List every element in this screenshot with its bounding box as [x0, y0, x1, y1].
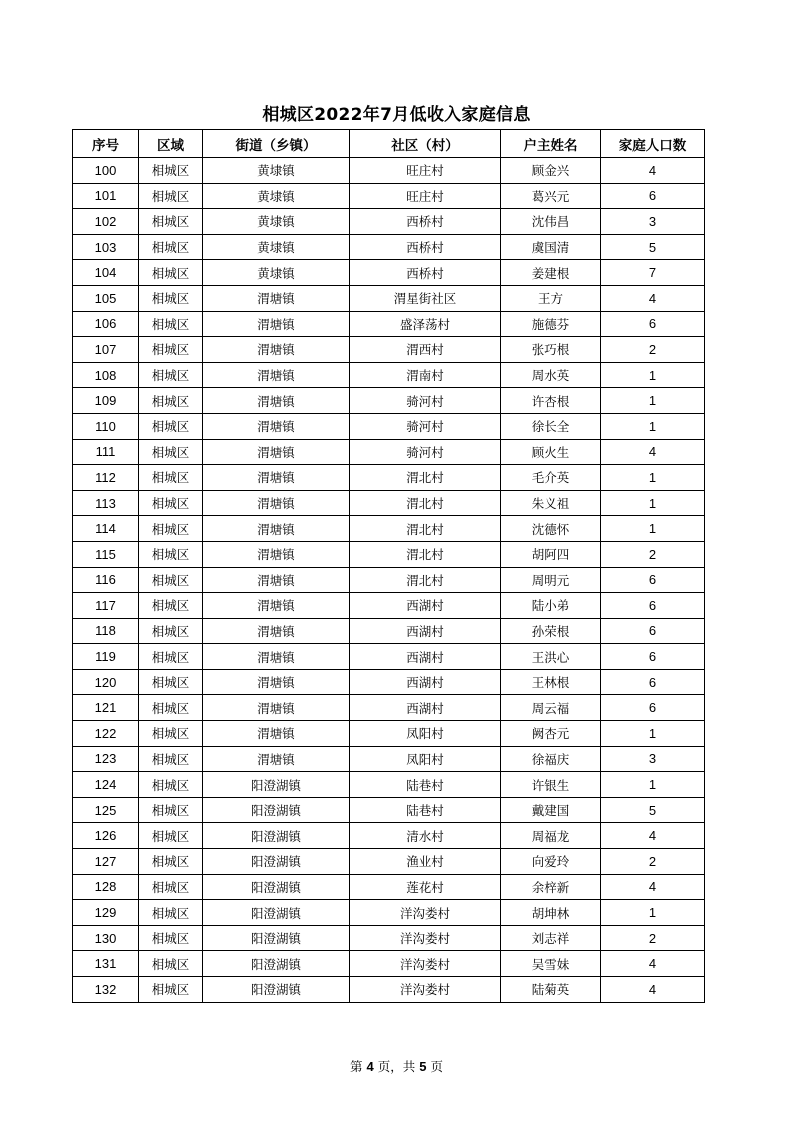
cell-serial: 106 — [73, 311, 139, 337]
cell-community: 西湖村 — [350, 618, 501, 644]
cell-street: 渭塘镇 — [203, 413, 350, 439]
cell-district: 相城区 — [139, 388, 203, 414]
cell-householder: 孙荣根 — [501, 618, 601, 644]
cell-district: 相城区 — [139, 593, 203, 619]
cell-street: 黄埭镇 — [203, 234, 350, 260]
cell-serial: 101 — [73, 183, 139, 209]
page-footer — [0, 1057, 793, 1075]
cell-street: 渭塘镇 — [203, 618, 350, 644]
cell-district: 相城区 — [139, 285, 203, 311]
cell-street: 渭塘镇 — [203, 388, 350, 414]
cell-street: 渭塘镇 — [203, 644, 350, 670]
cell-family-size: 1 — [601, 362, 705, 388]
cell-street: 渭塘镇 — [203, 721, 350, 747]
cell-serial: 114 — [73, 516, 139, 542]
cell-community: 旺庄村 — [350, 158, 501, 184]
cell-district: 相城区 — [139, 797, 203, 823]
cell-serial: 131 — [73, 951, 139, 977]
cell-serial: 110 — [73, 413, 139, 439]
cell-serial: 108 — [73, 362, 139, 388]
cell-community: 渭北村 — [350, 541, 501, 567]
cell-community: 渭北村 — [350, 490, 501, 516]
header-serial: 序号 — [73, 130, 139, 158]
table-row — [73, 925, 705, 951]
cell-district: 相城区 — [139, 465, 203, 491]
cell-street: 黄埭镇 — [203, 209, 350, 235]
cell-family-size: 2 — [601, 337, 705, 363]
cell-community: 渭西村 — [350, 337, 501, 363]
cell-district: 相城区 — [139, 618, 203, 644]
cell-serial: 112 — [73, 465, 139, 491]
cell-family-size: 1 — [601, 772, 705, 798]
cell-family-size: 6 — [601, 567, 705, 593]
table-row — [73, 516, 705, 542]
table-row — [73, 337, 705, 363]
cell-serial: 118 — [73, 618, 139, 644]
table-row — [73, 721, 705, 747]
cell-street: 阳澄湖镇 — [203, 772, 350, 798]
cell-community: 洋沟娄村 — [350, 925, 501, 951]
header-family-size: 家庭人口数 — [601, 130, 705, 158]
cell-family-size: 1 — [601, 413, 705, 439]
cell-street: 阳澄湖镇 — [203, 977, 350, 1003]
footer-prefix: 第 — [350, 1059, 363, 1074]
cell-district: 相城区 — [139, 183, 203, 209]
table-row — [73, 183, 705, 209]
cell-community: 凤阳村 — [350, 721, 501, 747]
cell-community: 西湖村 — [350, 644, 501, 670]
table-body — [73, 158, 705, 1003]
table-row — [73, 388, 705, 414]
cell-street: 渭塘镇 — [203, 669, 350, 695]
cell-family-size: 4 — [601, 823, 705, 849]
cell-family-size: 1 — [601, 465, 705, 491]
cell-serial: 100 — [73, 158, 139, 184]
cell-family-size: 5 — [601, 797, 705, 823]
cell-district: 相城区 — [139, 209, 203, 235]
table-row — [73, 746, 705, 772]
table-row — [73, 260, 705, 286]
cell-householder: 虞国清 — [501, 234, 601, 260]
table-header-row — [73, 130, 705, 158]
cell-district: 相城区 — [139, 439, 203, 465]
cell-serial: 121 — [73, 695, 139, 721]
cell-district: 相城区 — [139, 337, 203, 363]
cell-district: 相城区 — [139, 158, 203, 184]
cell-serial: 107 — [73, 337, 139, 363]
cell-family-size: 1 — [601, 516, 705, 542]
table-row — [73, 439, 705, 465]
cell-family-size: 1 — [601, 388, 705, 414]
header-street: 街道（乡镇） — [203, 130, 350, 158]
cell-district: 相城区 — [139, 669, 203, 695]
cell-community: 渭南村 — [350, 362, 501, 388]
table-row — [73, 772, 705, 798]
cell-street: 渭塘镇 — [203, 516, 350, 542]
cell-community: 渭星街社区 — [350, 285, 501, 311]
cell-family-size: 4 — [601, 951, 705, 977]
cell-district: 相城区 — [139, 516, 203, 542]
header-district: 区域 — [139, 130, 203, 158]
cell-district: 相城区 — [139, 925, 203, 951]
cell-community: 凤阳村 — [350, 746, 501, 772]
cell-serial: 111 — [73, 439, 139, 465]
table-row — [73, 849, 705, 875]
cell-district: 相城区 — [139, 567, 203, 593]
cell-family-size: 1 — [601, 721, 705, 747]
cell-community: 骑河村 — [350, 388, 501, 414]
cell-street: 阳澄湖镇 — [203, 900, 350, 926]
cell-householder: 许银生 — [501, 772, 601, 798]
cell-householder: 陆小弟 — [501, 593, 601, 619]
cell-householder: 胡坤林 — [501, 900, 601, 926]
cell-community: 西湖村 — [350, 593, 501, 619]
cell-householder: 沈德怀 — [501, 516, 601, 542]
cell-street: 渭塘镇 — [203, 285, 350, 311]
cell-district: 相城区 — [139, 234, 203, 260]
cell-street: 黄埭镇 — [203, 158, 350, 184]
cell-householder: 周明元 — [501, 567, 601, 593]
cell-family-size: 4 — [601, 285, 705, 311]
cell-community: 莲花村 — [350, 874, 501, 900]
cell-street: 渭塘镇 — [203, 362, 350, 388]
cell-householder: 顾金兴 — [501, 158, 601, 184]
cell-family-size: 6 — [601, 183, 705, 209]
cell-family-size: 3 — [601, 209, 705, 235]
cell-district: 相城区 — [139, 977, 203, 1003]
cell-community: 渭北村 — [350, 465, 501, 491]
table-row — [73, 285, 705, 311]
cell-district: 相城区 — [139, 772, 203, 798]
cell-family-size: 4 — [601, 874, 705, 900]
cell-serial: 115 — [73, 541, 139, 567]
cell-householder: 阙杏元 — [501, 721, 601, 747]
cell-community: 陆巷村 — [350, 797, 501, 823]
cell-community: 渭北村 — [350, 516, 501, 542]
cell-householder: 周云福 — [501, 695, 601, 721]
cell-district: 相城区 — [139, 695, 203, 721]
table-row — [73, 900, 705, 926]
cell-street: 阳澄湖镇 — [203, 823, 350, 849]
cell-householder: 徐长全 — [501, 413, 601, 439]
table-row — [73, 593, 705, 619]
cell-serial: 120 — [73, 669, 139, 695]
table-row — [73, 311, 705, 337]
footer-page-number: 4 — [366, 1059, 374, 1074]
cell-district: 相城区 — [139, 874, 203, 900]
table-row — [73, 695, 705, 721]
cell-street: 渭塘镇 — [203, 465, 350, 491]
footer-suffix: 页 — [430, 1059, 443, 1074]
cell-street: 阳澄湖镇 — [203, 849, 350, 875]
header-householder: 户主姓名 — [501, 130, 601, 158]
cell-householder: 王洪心 — [501, 644, 601, 670]
cell-family-size: 6 — [601, 618, 705, 644]
cell-family-size: 6 — [601, 669, 705, 695]
cell-householder: 向爱玲 — [501, 849, 601, 875]
cell-serial: 132 — [73, 977, 139, 1003]
cell-street: 渭塘镇 — [203, 695, 350, 721]
cell-street: 渭塘镇 — [203, 337, 350, 363]
cell-householder: 施德芬 — [501, 311, 601, 337]
cell-serial: 105 — [73, 285, 139, 311]
cell-serial: 116 — [73, 567, 139, 593]
cell-district: 相城区 — [139, 644, 203, 670]
cell-serial: 130 — [73, 925, 139, 951]
cell-serial: 113 — [73, 490, 139, 516]
cell-family-size: 2 — [601, 849, 705, 875]
cell-householder: 余梓新 — [501, 874, 601, 900]
cell-community: 盛泽荡村 — [350, 311, 501, 337]
header-community: 社区（村） — [350, 130, 501, 158]
cell-street: 黄埭镇 — [203, 260, 350, 286]
cell-serial: 128 — [73, 874, 139, 900]
table-row — [73, 669, 705, 695]
cell-community: 洋沟娄村 — [350, 977, 501, 1003]
cell-serial: 123 — [73, 746, 139, 772]
cell-householder: 许杏根 — [501, 388, 601, 414]
cell-householder: 姜建根 — [501, 260, 601, 286]
cell-householder: 葛兴元 — [501, 183, 601, 209]
cell-street: 渭塘镇 — [203, 490, 350, 516]
cell-community: 西桥村 — [350, 209, 501, 235]
cell-community: 西桥村 — [350, 234, 501, 260]
table-row — [73, 977, 705, 1003]
cell-district: 相城区 — [139, 311, 203, 337]
table-row — [73, 644, 705, 670]
table-row — [73, 797, 705, 823]
cell-householder: 周福龙 — [501, 823, 601, 849]
cell-district: 相城区 — [139, 541, 203, 567]
cell-serial: 122 — [73, 721, 139, 747]
cell-family-size: 2 — [601, 925, 705, 951]
cell-street: 阳澄湖镇 — [203, 874, 350, 900]
cell-district: 相城区 — [139, 721, 203, 747]
table-row — [73, 234, 705, 260]
cell-householder: 吴雪妹 — [501, 951, 601, 977]
table-row — [73, 158, 705, 184]
cell-serial: 119 — [73, 644, 139, 670]
table-row — [73, 618, 705, 644]
cell-district: 相城区 — [139, 362, 203, 388]
cell-family-size: 5 — [601, 234, 705, 260]
table-row — [73, 567, 705, 593]
cell-family-size: 6 — [601, 695, 705, 721]
low-income-table — [72, 129, 705, 1003]
cell-community: 西湖村 — [350, 695, 501, 721]
cell-street: 渭塘镇 — [203, 439, 350, 465]
cell-district: 相城区 — [139, 413, 203, 439]
cell-community: 西桥村 — [350, 260, 501, 286]
cell-householder: 周水英 — [501, 362, 601, 388]
cell-serial: 126 — [73, 823, 139, 849]
cell-householder: 沈伟昌 — [501, 209, 601, 235]
cell-householder: 刘志祥 — [501, 925, 601, 951]
cell-householder: 徐福庆 — [501, 746, 601, 772]
cell-serial: 129 — [73, 900, 139, 926]
cell-family-size: 2 — [601, 541, 705, 567]
cell-district: 相城区 — [139, 260, 203, 286]
cell-community: 西湖村 — [350, 669, 501, 695]
cell-householder: 张巧根 — [501, 337, 601, 363]
cell-householder: 顾火生 — [501, 439, 601, 465]
cell-community: 清水村 — [350, 823, 501, 849]
cell-district: 相城区 — [139, 849, 203, 875]
cell-serial: 103 — [73, 234, 139, 260]
table-row — [73, 413, 705, 439]
table-row — [73, 541, 705, 567]
table-row — [73, 209, 705, 235]
cell-family-size: 7 — [601, 260, 705, 286]
cell-street: 阳澄湖镇 — [203, 797, 350, 823]
cell-district: 相城区 — [139, 490, 203, 516]
cell-community: 骑河村 — [350, 413, 501, 439]
cell-householder: 朱义祖 — [501, 490, 601, 516]
cell-family-size: 4 — [601, 439, 705, 465]
footer-total-pages: 5 — [419, 1059, 427, 1074]
cell-street: 黄埭镇 — [203, 183, 350, 209]
cell-street: 渭塘镇 — [203, 593, 350, 619]
cell-district: 相城区 — [139, 900, 203, 926]
cell-family-size: 1 — [601, 490, 705, 516]
cell-street: 阳澄湖镇 — [203, 925, 350, 951]
cell-householder: 戴建国 — [501, 797, 601, 823]
cell-family-size: 1 — [601, 900, 705, 926]
cell-family-size: 6 — [601, 593, 705, 619]
cell-householder: 胡阿四 — [501, 541, 601, 567]
cell-family-size: 4 — [601, 158, 705, 184]
cell-serial: 102 — [73, 209, 139, 235]
cell-family-size: 3 — [601, 746, 705, 772]
cell-district: 相城区 — [139, 823, 203, 849]
cell-community: 渭北村 — [350, 567, 501, 593]
cell-serial: 117 — [73, 593, 139, 619]
cell-serial: 127 — [73, 849, 139, 875]
cell-community: 洋沟娄村 — [350, 951, 501, 977]
cell-householder: 王方 — [501, 285, 601, 311]
cell-serial: 125 — [73, 797, 139, 823]
table-row — [73, 465, 705, 491]
footer-middle: 页，共 — [377, 1059, 416, 1074]
table-row — [73, 874, 705, 900]
cell-community: 渔业村 — [350, 849, 501, 875]
cell-serial: 104 — [73, 260, 139, 286]
cell-district: 相城区 — [139, 951, 203, 977]
table-row — [73, 951, 705, 977]
cell-street: 渭塘镇 — [203, 311, 350, 337]
cell-serial: 124 — [73, 772, 139, 798]
cell-householder: 陆菊英 — [501, 977, 601, 1003]
cell-street: 渭塘镇 — [203, 567, 350, 593]
cell-district: 相城区 — [139, 746, 203, 772]
cell-serial: 109 — [73, 388, 139, 414]
cell-street: 渭塘镇 — [203, 541, 350, 567]
cell-street: 阳澄湖镇 — [203, 951, 350, 977]
table-row — [73, 362, 705, 388]
table-row — [73, 490, 705, 516]
table-row — [73, 823, 705, 849]
cell-community: 洋沟娄村 — [350, 900, 501, 926]
cell-street: 渭塘镇 — [203, 746, 350, 772]
cell-householder: 王林根 — [501, 669, 601, 695]
cell-family-size: 6 — [601, 311, 705, 337]
cell-householder: 毛介英 — [501, 465, 601, 491]
cell-community: 骑河村 — [350, 439, 501, 465]
page-title: 相城区2022年7月低收入家庭信息 — [262, 105, 531, 125]
cell-community: 旺庄村 — [350, 183, 501, 209]
cell-family-size: 6 — [601, 644, 705, 670]
cell-community: 陆巷村 — [350, 772, 501, 798]
cell-family-size: 4 — [601, 977, 705, 1003]
